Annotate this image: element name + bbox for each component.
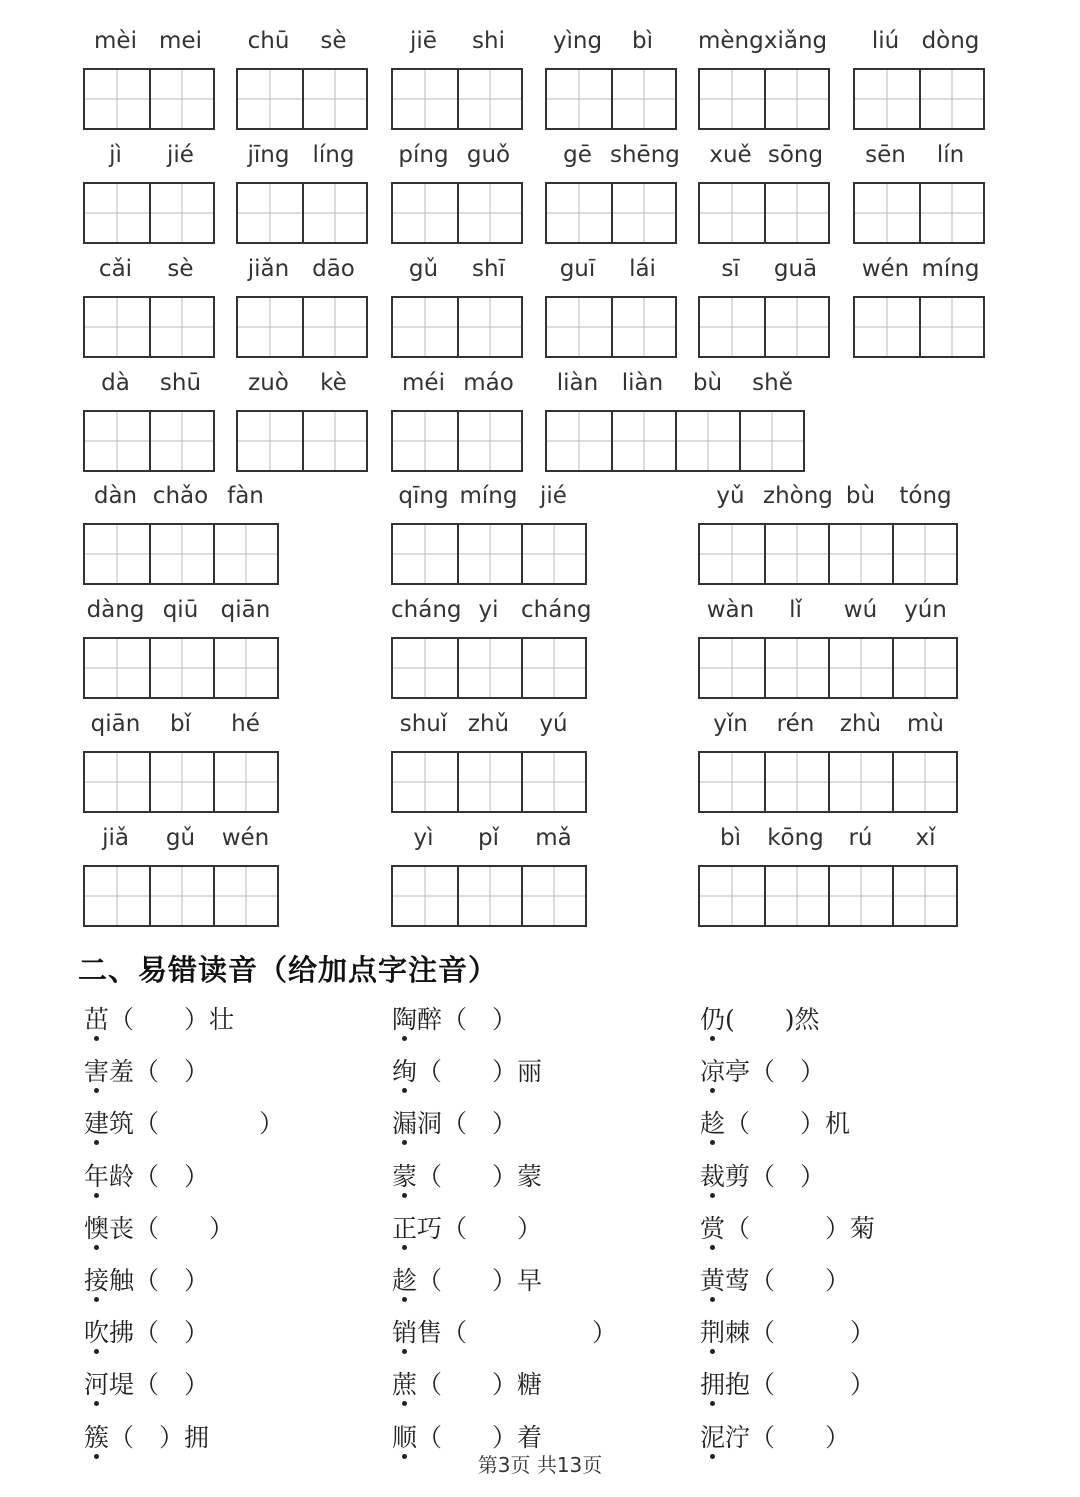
writing-cell[interactable] (238, 70, 302, 128)
writing-cell[interactable] (521, 867, 585, 925)
writing-cell[interactable] (828, 525, 892, 583)
writing-cell[interactable] (892, 867, 956, 925)
pronunciation-item: 吹拂（ ） (84, 1318, 210, 1348)
pronunciation-item: 茁（ ）壮 (84, 1005, 235, 1034)
emphasis-dot (710, 1088, 715, 1093)
pinyin-label (391, 597, 592, 623)
pronunciation-item: 害羞（ ） (84, 1057, 210, 1087)
pinyin-label (698, 827, 958, 850)
writing-cell[interactable] (213, 639, 277, 697)
emphasis-dot (402, 1193, 407, 1198)
writing-grid (83, 68, 215, 130)
writing-cell[interactable] (521, 525, 585, 583)
writing-cell[interactable] (828, 639, 892, 697)
writing-cell[interactable] (892, 753, 956, 811)
pinyin-syllable: zhǔ (467, 711, 510, 737)
pinyin-syllable: chǎo (152, 483, 209, 509)
pinyin-label (698, 485, 958, 508)
pinyin-syllable: jiǎn (247, 256, 290, 282)
pinyin-label (545, 30, 675, 53)
emphasis-dot (402, 1297, 407, 1302)
pinyin-syllable: tóng (899, 483, 952, 509)
pinyin-label (83, 372, 213, 395)
writing-cell[interactable] (700, 70, 764, 128)
pinyin-syllable: mèi (94, 28, 137, 54)
writing-cell[interactable] (828, 867, 892, 925)
pronunciation-item: 陶醉（ ） (392, 1005, 518, 1034)
writing-grid (698, 637, 958, 699)
pronunciation-item: 正巧（ ） (392, 1213, 543, 1243)
pinyin-label (545, 258, 675, 281)
pinyin-syllable: pǐ (478, 825, 499, 851)
pinyin-label (83, 144, 213, 167)
writing-grid (853, 68, 985, 130)
writing-cell[interactable] (149, 412, 213, 470)
writing-cell[interactable] (764, 753, 828, 811)
pinyin-syllable: yi (478, 597, 499, 623)
writing-cell[interactable] (85, 184, 149, 242)
writing-cell[interactable] (919, 298, 983, 356)
writing-cell[interactable] (700, 753, 764, 811)
writing-cell[interactable] (521, 639, 585, 697)
pronunciation-item: 趁（ ）早 (392, 1266, 543, 1295)
pinyin-syllable: jié (540, 483, 567, 509)
pronunciation-item: 蒙（ ）蒙 (392, 1161, 543, 1191)
writing-cell[interactable] (739, 412, 803, 470)
writing-grid (236, 182, 368, 244)
pinyin-syllable: lín (936, 142, 965, 168)
pinyin-label (391, 485, 586, 508)
pronunciation-item: 趁（ ）机 (700, 1109, 851, 1139)
pinyin-syllable: mù (907, 711, 944, 737)
writing-cell[interactable] (149, 298, 213, 356)
emphasis-dot (402, 1140, 407, 1145)
pinyin-syllable: jiǎ (102, 825, 129, 851)
emphasis-dot (94, 1297, 99, 1302)
writing-cell[interactable] (238, 298, 302, 356)
writing-cell[interactable] (892, 639, 956, 697)
writing-cell[interactable] (238, 184, 302, 242)
pinyin-syllable: gē (563, 142, 592, 168)
pinyin-syllable: shi (472, 28, 505, 54)
pinyin-syllable: shě (752, 370, 793, 396)
pinyin-syllable: guī (559, 256, 596, 282)
writing-cell[interactable] (764, 639, 828, 697)
writing-grid (545, 68, 677, 130)
writing-cell[interactable] (700, 298, 764, 356)
pronunciation-item: 河堤（ ） (84, 1370, 210, 1400)
writing-cell[interactable] (393, 412, 457, 470)
section-title: 二、易错读音（给加点字注音） (78, 953, 499, 987)
pinyin-syllable: jiē (410, 28, 437, 54)
writing-grid (391, 523, 587, 585)
pinyin-label (391, 713, 586, 736)
pinyin-syllable: shuǐ (399, 711, 448, 737)
writing-grid (83, 865, 279, 927)
pinyin-syllable: wú (843, 597, 878, 623)
emphasis-dot (402, 1401, 407, 1406)
emphasis-dot (710, 1297, 715, 1302)
pinyin-syllable: shī (472, 256, 505, 282)
writing-cell[interactable] (149, 184, 213, 242)
pinyin-syllable: yún (904, 597, 947, 623)
pinyin-syllable: kōng (767, 825, 824, 851)
writing-grid (236, 296, 368, 358)
pinyin-label (545, 372, 805, 395)
writing-cell[interactable] (855, 184, 919, 242)
pinyin-syllable: bù (692, 370, 723, 396)
pronunciation-item: 懊丧（ ） (84, 1213, 235, 1243)
pinyin-label (698, 258, 828, 281)
writing-grid (83, 296, 215, 358)
pinyin-syllable: mǎ (535, 825, 572, 851)
writing-cell[interactable] (611, 412, 675, 470)
writing-cell[interactable] (149, 525, 213, 583)
writing-grid (391, 410, 523, 472)
pinyin-syllable: dòng (921, 28, 980, 54)
pinyin-label (698, 713, 958, 736)
emphasis-dot (710, 1140, 715, 1145)
emphasis-dot (94, 1349, 99, 1354)
pinyin-label (853, 144, 983, 167)
pinyin-syllable: lǐ (789, 597, 802, 623)
writing-grid (853, 296, 985, 358)
writing-grid (391, 865, 587, 927)
writing-cell[interactable] (85, 867, 149, 925)
writing-cell[interactable] (457, 753, 521, 811)
writing-grid (236, 410, 368, 472)
pinyin-syllable: sōng (767, 142, 824, 168)
writing-grid (853, 182, 985, 244)
writing-cell[interactable] (457, 639, 521, 697)
pinyin-syllable: dàng (86, 597, 145, 623)
pinyin-syllable: wén (221, 825, 270, 851)
pinyin-label (83, 485, 278, 508)
writing-cell[interactable] (919, 70, 983, 128)
pinyin-syllable: sè (167, 256, 194, 282)
emphasis-dot (402, 1088, 407, 1093)
emphasis-dot (710, 1401, 715, 1406)
pinyin-syllable: bù (845, 483, 876, 509)
pinyin-label (83, 258, 213, 281)
pronunciation-item: 仍( )然 (700, 1005, 820, 1034)
pinyin-syllable: rén (776, 711, 815, 737)
writing-cell[interactable] (393, 639, 457, 697)
writing-cell[interactable] (302, 184, 366, 242)
pinyin-label (391, 30, 521, 53)
writing-cell[interactable] (393, 753, 457, 811)
writing-cell[interactable] (85, 412, 149, 470)
writing-grid (545, 182, 677, 244)
writing-cell[interactable] (611, 184, 675, 242)
pinyin-syllable: gǔ (165, 825, 196, 851)
pinyin-syllable: jīng (247, 142, 290, 168)
pinyin-label (236, 258, 366, 281)
pinyin-syllable: yú (539, 711, 568, 737)
pronunciation-item: 荆棘（ ） (700, 1318, 876, 1348)
pronunciation-item: 凉亭（ ） (700, 1057, 826, 1087)
pinyin-syllable: wàn (706, 597, 755, 623)
pinyin-syllable: dāo (312, 256, 355, 282)
emphasis-dot (94, 1193, 99, 1198)
emphasis-dot (94, 1245, 99, 1250)
writing-grid (698, 296, 830, 358)
pinyin-syllable: qiū (162, 597, 199, 623)
pinyin-label (391, 258, 521, 281)
pinyin-syllable: shū (159, 370, 202, 396)
pinyin-syllable: xǐ (915, 825, 936, 851)
pinyin-syllable: wén (861, 256, 910, 282)
emphasis-dot (710, 1349, 715, 1354)
writing-cell[interactable] (85, 753, 149, 811)
pinyin-syllable: jié (167, 142, 194, 168)
pinyin-syllable: máo (463, 370, 514, 396)
pinyin-syllable: sēn (865, 142, 906, 168)
writing-grid (391, 296, 523, 358)
writing-cell[interactable] (521, 753, 585, 811)
emphasis-dot (710, 1036, 715, 1041)
pronunciation-item: 绚（ ）丽 (392, 1057, 543, 1087)
pinyin-syllable: qiān (90, 711, 141, 737)
writing-cell[interactable] (393, 298, 457, 356)
pronunciation-item: 蔗（ ）糖 (392, 1370, 543, 1400)
writing-cell[interactable] (85, 70, 149, 128)
writing-cell[interactable] (457, 412, 521, 470)
pronunciation-item: 漏洞（ ） (392, 1109, 518, 1139)
writing-grid (698, 865, 958, 927)
pinyin-label (83, 599, 278, 622)
writing-cell[interactable] (302, 298, 366, 356)
pinyin-syllable: mei (159, 28, 202, 54)
writing-cell[interactable] (213, 525, 277, 583)
pinyin-syllable: míng (921, 256, 980, 282)
writing-cell[interactable] (919, 184, 983, 242)
writing-cell[interactable] (547, 184, 611, 242)
pronunciation-item: 拥抱（ ） (700, 1370, 876, 1400)
writing-cell[interactable] (855, 70, 919, 128)
pinyin-syllable: cǎi (98, 256, 133, 282)
pinyin-syllable: yì (413, 825, 434, 851)
pronunciation-item: 接触（ ） (84, 1266, 210, 1295)
writing-grid (83, 523, 279, 585)
pinyin-syllable: fàn (227, 483, 264, 509)
writing-grid (391, 751, 587, 813)
pronunciation-item: 销售（ ） (392, 1318, 618, 1348)
writing-grid (545, 296, 677, 358)
pronunciation-item: 年龄（ ） (84, 1161, 210, 1191)
writing-cell[interactable] (85, 525, 149, 583)
writing-cell[interactable] (764, 298, 828, 356)
pinyin-syllable: dàn (93, 483, 138, 509)
pronunciation-item: 赏（ ）菊 (700, 1213, 876, 1243)
writing-cell[interactable] (457, 70, 521, 128)
writing-cell[interactable] (457, 525, 521, 583)
pinyin-syllable: gǔ (408, 256, 439, 282)
pronunciation-item: 泥泞（ ） (700, 1422, 851, 1452)
writing-cell[interactable] (855, 298, 919, 356)
writing-cell[interactable] (457, 298, 521, 356)
writing-cell[interactable] (149, 867, 213, 925)
writing-grid (698, 523, 958, 585)
writing-cell[interactable] (828, 753, 892, 811)
writing-cell[interactable] (85, 298, 149, 356)
pinyin-label (83, 30, 213, 53)
pinyin-syllable: líng (312, 142, 355, 168)
pinyin-syllable: zhù (839, 711, 882, 737)
pinyin-syllable: zhòng (763, 483, 833, 509)
pinyin-label (236, 372, 366, 395)
pinyin-syllable: liú (871, 28, 900, 54)
emphasis-dot (402, 1036, 407, 1041)
writing-cell[interactable] (547, 298, 611, 356)
pinyin-label (83, 827, 278, 850)
pinyin-syllable: guā (773, 256, 818, 282)
pronunciation-item: 建筑（ ） (84, 1109, 285, 1139)
writing-cell[interactable] (457, 184, 521, 242)
pinyin-syllable: zuò (248, 370, 289, 396)
pinyin-syllable: lái (629, 256, 656, 282)
pinyin-label (391, 827, 586, 850)
pinyin-syllable: qīng (398, 483, 449, 509)
pinyin-syllable: píng (398, 142, 449, 168)
writing-cell[interactable] (764, 867, 828, 925)
pinyin-label (83, 713, 278, 736)
emphasis-dot (402, 1245, 407, 1250)
emphasis-dot (94, 1401, 99, 1406)
writing-cell[interactable] (85, 639, 149, 697)
emphasis-dot (402, 1349, 407, 1354)
emphasis-dot (710, 1245, 715, 1250)
writing-cell[interactable] (213, 867, 277, 925)
writing-cell[interactable] (611, 298, 675, 356)
pinyin-syllable: méi (402, 370, 445, 396)
pinyin-syllable: hé (231, 711, 260, 737)
pinyin-syllable: xiǎng (763, 28, 828, 54)
pinyin-syllable: shēng (610, 142, 680, 168)
pinyin-syllable: liàn (621, 370, 664, 396)
pinyin-syllable: bǐ (170, 711, 191, 737)
pinyin-label (391, 144, 521, 167)
writing-cell[interactable] (611, 70, 675, 128)
emphasis-dot (94, 1140, 99, 1145)
writing-grid (83, 637, 279, 699)
pinyin-syllable: bì (632, 28, 653, 54)
emphasis-dot (94, 1036, 99, 1041)
pinyin-label (391, 372, 521, 395)
pinyin-syllable: rú (848, 825, 873, 851)
pinyin-syllable: sī (721, 256, 740, 282)
pinyin-syllable: liàn (556, 370, 599, 396)
pronunciation-item: 裁剪（ ） (700, 1161, 826, 1191)
writing-cell[interactable] (547, 412, 611, 470)
pronunciation-item: 黄莺（ ） (700, 1266, 851, 1295)
pinyin-syllable: cháng (391, 597, 462, 623)
writing-cell[interactable] (238, 412, 302, 470)
writing-cell[interactable] (700, 525, 764, 583)
writing-cell[interactable] (393, 70, 457, 128)
writing-grid (698, 182, 830, 244)
writing-cell[interactable] (764, 184, 828, 242)
pronunciation-item: 顺（ ）着 (392, 1422, 543, 1452)
pinyin-label (236, 30, 366, 53)
pinyin-label (698, 599, 958, 622)
writing-grid (698, 751, 958, 813)
writing-grid (83, 410, 215, 472)
writing-grid (236, 68, 368, 130)
pinyin-syllable: mèng (698, 28, 764, 54)
writing-cell[interactable] (457, 867, 521, 925)
writing-grid (391, 68, 523, 130)
pinyin-syllable: chū (247, 28, 290, 54)
pinyin-syllable: yǐn (713, 711, 748, 737)
pinyin-syllable: dà (101, 370, 130, 396)
pinyin-syllable: guǒ (466, 142, 511, 168)
pinyin-syllable: xuě (709, 142, 752, 168)
writing-cell[interactable] (764, 70, 828, 128)
pinyin-label (853, 30, 983, 53)
writing-grid (545, 410, 805, 472)
writing-cell[interactable] (892, 525, 956, 583)
pinyin-label (853, 258, 983, 281)
pinyin-syllable: sè (320, 28, 347, 54)
pinyin-label (545, 142, 680, 168)
writing-cell[interactable] (764, 525, 828, 583)
writing-cell[interactable] (149, 70, 213, 128)
writing-cell[interactable] (393, 184, 457, 242)
pinyin-syllable: míng (459, 483, 518, 509)
writing-cell[interactable] (149, 753, 213, 811)
pronunciation-item: 簇（ ）拥 (84, 1422, 210, 1452)
writing-grid (391, 182, 523, 244)
writing-cell[interactable] (700, 184, 764, 242)
writing-cell[interactable] (213, 753, 277, 811)
pinyin-syllable: bì (720, 825, 741, 851)
writing-cell[interactable] (302, 412, 366, 470)
pinyin-label (698, 30, 828, 53)
pinyin-syllable: cháng (521, 597, 592, 623)
writing-grid (83, 751, 279, 813)
writing-cell[interactable] (547, 70, 611, 128)
pinyin-syllable: yǔ (716, 483, 745, 509)
writing-grid (698, 68, 830, 130)
emphasis-dot (710, 1193, 715, 1198)
writing-grid (83, 182, 215, 244)
pinyin-label (698, 144, 828, 167)
writing-grid (391, 637, 587, 699)
writing-cell[interactable] (302, 70, 366, 128)
page-footer: 第3页 共13页 (477, 1453, 603, 1477)
pinyin-syllable: jì (109, 142, 122, 168)
pinyin-syllable: qiān (220, 597, 271, 623)
writing-cell[interactable] (393, 867, 457, 925)
pinyin-syllable: yìng (552, 28, 603, 54)
writing-cell[interactable] (675, 412, 739, 470)
emphasis-dot (94, 1088, 99, 1093)
writing-cell[interactable] (700, 867, 764, 925)
pinyin-label (236, 144, 366, 167)
writing-cell[interactable] (393, 525, 457, 583)
writing-cell[interactable] (149, 639, 213, 697)
pinyin-syllable: kè (320, 370, 347, 396)
writing-cell[interactable] (700, 639, 764, 697)
